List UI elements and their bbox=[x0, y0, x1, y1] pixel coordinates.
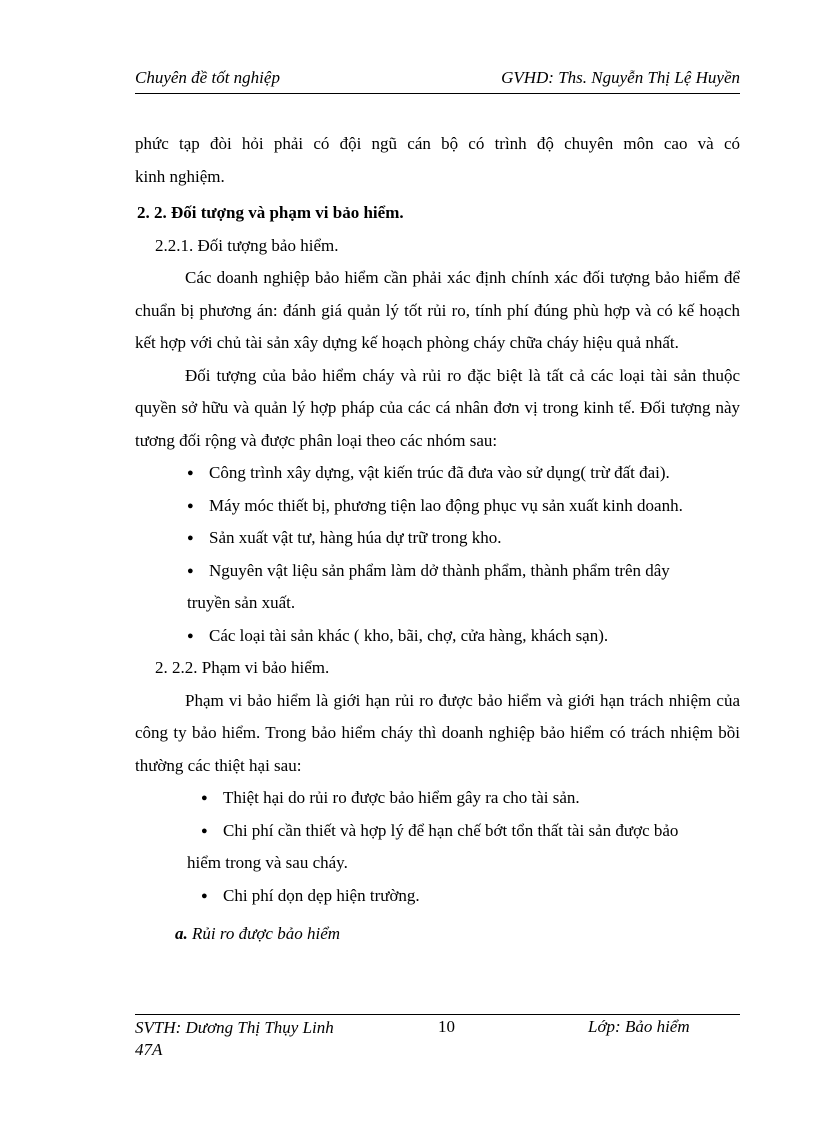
footer-student-class: 47A bbox=[135, 1040, 163, 1059]
footer-student-name: SVTH: Dương Thị Thụy Linh bbox=[135, 1018, 334, 1037]
list-item-text: Thiệt hại do rủi ro được bảo hiểm gây ra cho tài sản. bbox=[223, 788, 580, 807]
header-left-title: Chuyên đề tốt nghiệp bbox=[135, 68, 280, 87]
bullet-dot-icon: ● bbox=[201, 824, 208, 837]
subsection-heading: 2.2.1. Đối tượng bảo hiểm. bbox=[155, 235, 339, 255]
list-item-text: Chi phí dọn dẹp hiện trường. bbox=[223, 885, 420, 905]
list-item bbox=[135, 555, 740, 588]
list-item-continuation: hiểm trong và sau cháy. bbox=[187, 853, 348, 872]
list-item-text: Nguyên vật liệu sản phẩm làm dở thành phẩm, thành phẩm trên dây bbox=[209, 560, 670, 580]
list-item bbox=[135, 620, 740, 653]
list-item bbox=[135, 490, 740, 523]
list-item bbox=[135, 815, 740, 848]
footer-class: Lớp: Bảo hiểm bbox=[588, 1017, 690, 1036]
bullet-dot-icon: ● bbox=[201, 792, 208, 804]
bullet-dot-icon: ● bbox=[187, 564, 194, 577]
list-item-text: Công trình xây dựng, vật kiến trúc đã đưa vào sử dụng( trừ đất đai). bbox=[209, 463, 670, 482]
list-item bbox=[135, 522, 740, 555]
list-item bbox=[135, 782, 740, 815]
list-item-text: Sản xuất vật tư, hàng húa dự trữ trong kho. bbox=[209, 528, 502, 547]
list-item bbox=[135, 457, 740, 490]
list-item-text: Máy móc thiết bị, phương tiện lao động phục vụ sản xuất kinh doanh. bbox=[209, 495, 683, 515]
paragraph: Phạm vi bảo hiểm là giới hạn rủi ro được bảo hiểm và giới hạn trách nhiệm của công ty bảo hiểm. Trong bảo hiểm cháy thì doanh nghiệp bảo hiểm có trách nhiệm bồi thường các thiệt hại sau: bbox=[135, 690, 740, 775]
document-body bbox=[135, 128, 740, 951]
page-number: 10 bbox=[438, 1017, 455, 1036]
list-item bbox=[135, 880, 740, 913]
sub-heading-text: Rủi ro được bảo hiểm bbox=[192, 924, 341, 943]
sub-heading-a bbox=[135, 918, 740, 951]
bullet-dot-icon: ● bbox=[187, 629, 194, 642]
bullet-dot-icon: ● bbox=[201, 889, 208, 902]
subsection-heading: 2. 2.2. Phạm vi bảo hiểm. bbox=[155, 658, 330, 677]
list-item-continuation: truyền sản xuất. bbox=[187, 593, 296, 612]
paragraph-line: phức tạp đòi hỏi phải có đội ngũ cán bộ có trình độ chuyên môn cao và có bbox=[135, 134, 740, 153]
footer-student bbox=[135, 1017, 334, 1061]
paragraph-line: kinh nghiệm. bbox=[135, 166, 225, 186]
bullet-dot-icon: ● bbox=[187, 467, 194, 479]
paragraph: Đối tượng của bảo hiểm cháy và rủi ro đặc biệt là tất cả các loại tài sản thuộc quyền sở hữu và quản lý hợp pháp của các cá nhân đơn vị trong kinh tế. Đối tượng này tương đối rộng và được phân loại theo các nhóm sau: bbox=[135, 365, 740, 450]
section-heading: 2. 2. Đối tượng và phạm vi bảo hiểm. bbox=[137, 203, 404, 222]
bullet-dot-icon: ● bbox=[187, 532, 194, 544]
header-right-advisor: GVHD: Ths. Nguyễn Thị Lệ Huyền bbox=[501, 68, 740, 87]
footer-divider bbox=[135, 1014, 740, 1015]
sub-heading-letter: a. bbox=[175, 924, 188, 943]
list-item-text: Chi phí cần thiết và hợp lý để hạn chế bớt tổn thất tài sản được bảo bbox=[223, 820, 679, 840]
bullet-dot-icon: ● bbox=[187, 499, 194, 512]
paragraph: Các doanh nghiệp bảo hiểm cần phải xác định chính xác đối tượng bảo hiểm để chuẩn bị phương án: đánh giá quản lý tốt rủi ro, tính phí đúng phù hợp và có kế hoạch kết hợp với chủ tài sản xây dựng kế hoạch phòng cháy chữa cháy hiệu quả nhất. bbox=[135, 268, 740, 352]
page-header bbox=[135, 68, 740, 94]
list-item-text: Các loại tài sản khác ( kho, bãi, chợ, cửa hàng, khách sạn). bbox=[209, 625, 609, 645]
